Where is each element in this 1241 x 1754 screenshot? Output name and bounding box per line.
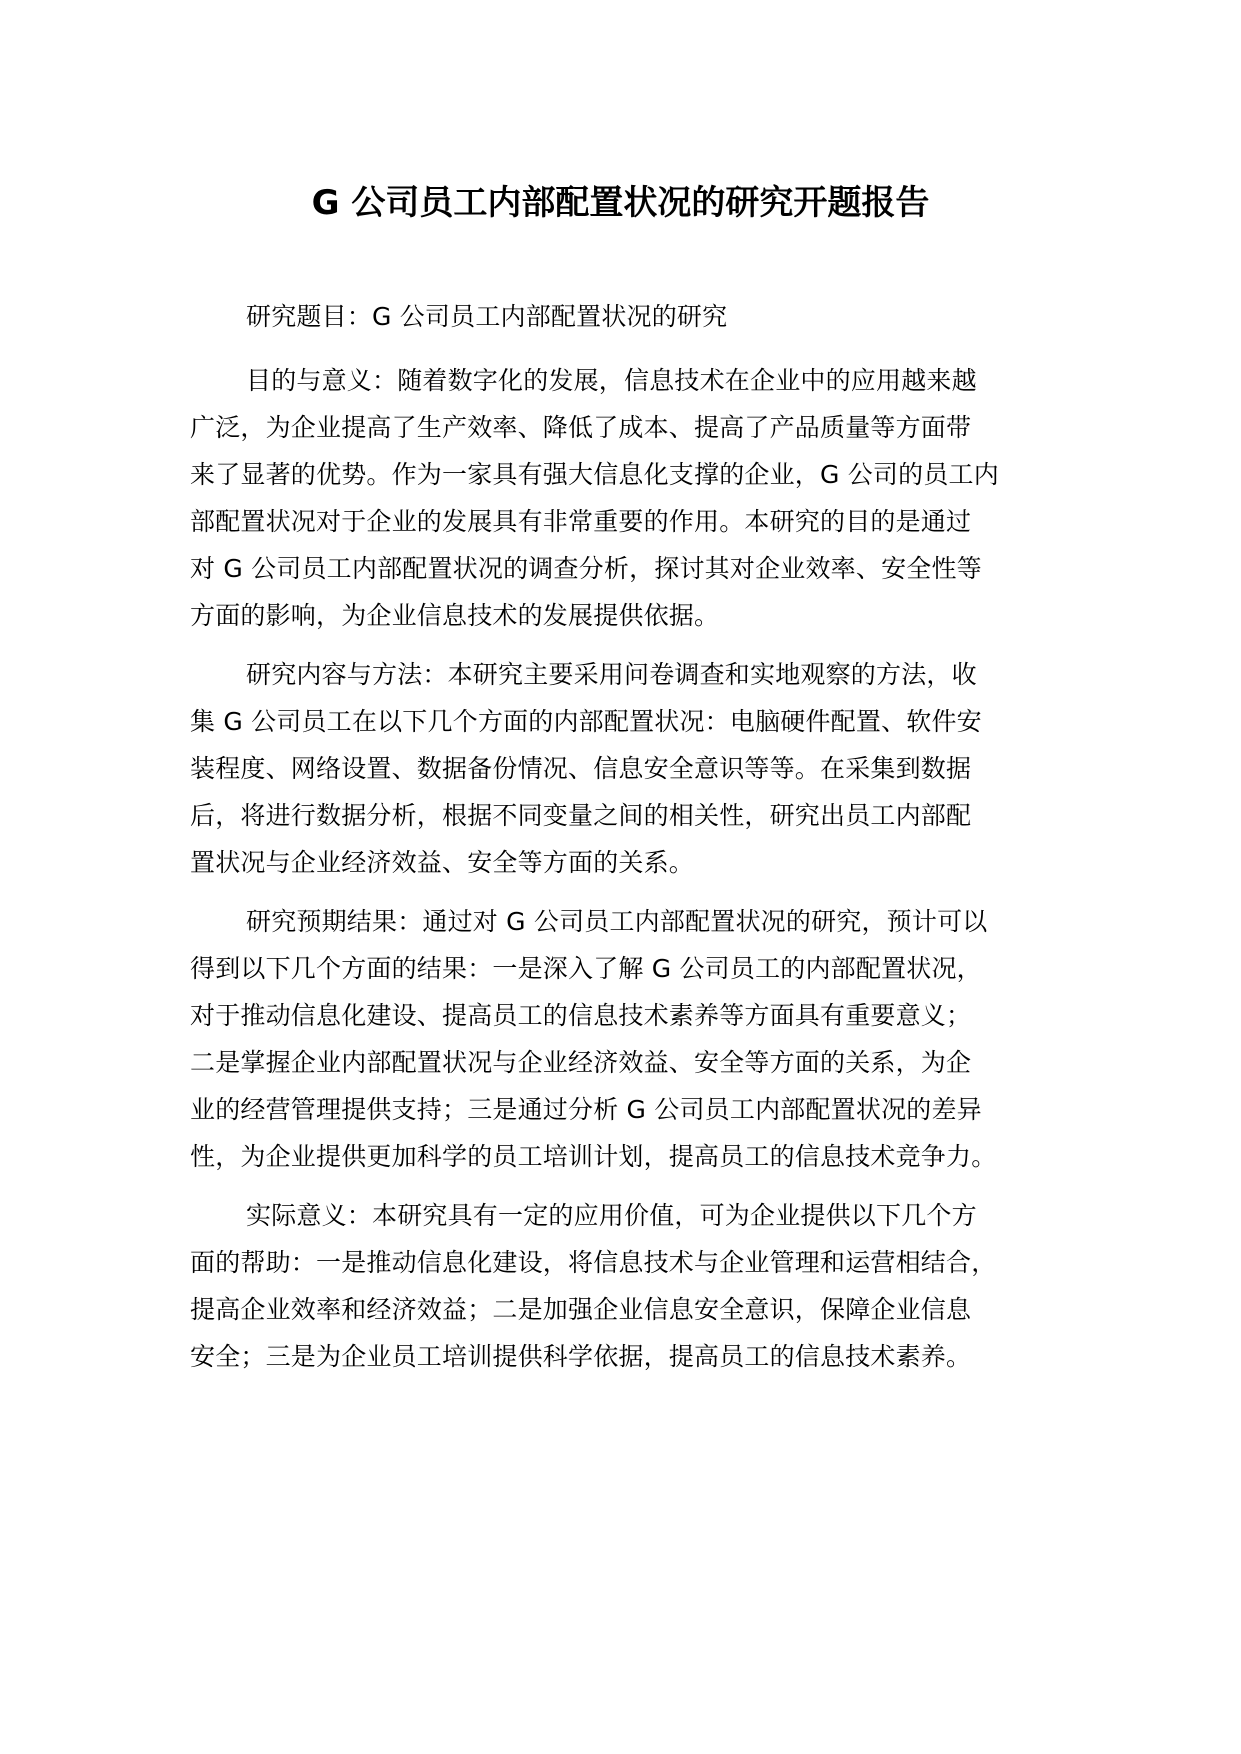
paragraph-practical-significance (190, 1192, 1090, 1380)
paragraph-line: 目的与意义：随着数字化的发展，信息技术在企业中的应用越来越 (246, 366, 977, 395)
paragraph-expected-results (190, 898, 1090, 1180)
document-title: G 公司员工内部配置状况的研究开题报告 (311, 183, 930, 223)
paragraph-line: 研究内容与方法：本研究主要采用问卷调查和实地观察的方法，收 (246, 660, 977, 689)
paragraph-line: 方面的影响，为企业信息技术的发展提供依据。 (190, 601, 720, 630)
paragraph-purpose-significance (190, 357, 1090, 639)
paragraph-line: 研究预期结果：通过对 G 公司员工内部配置状况的研究，预计可以 (246, 907, 988, 936)
paragraph-line: 研究题目：G 公司员工内部配置状况的研究 (246, 302, 728, 331)
paragraph-line: 来了显著的优势。作为一家具有强大信息化支撑的企业，G 公司的员工内 (190, 460, 999, 489)
paragraph-line: 得到以下几个方面的结果：一是深入了解 G 公司员工的内部配置状况， (190, 954, 982, 983)
paragraph-line: 实际意义：本研究具有一定的应用价值，可为企业提供以下几个方 (246, 1201, 977, 1230)
paragraph-line: 后，将进行数据分析，根据不同变量之间的相关性，研究出员工内部配 (190, 801, 972, 830)
paragraph-line: 提高企业效率和经济效益；二是加强企业信息安全意识，保障企业信息 (190, 1295, 972, 1324)
paragraph-line: 性，为企业提供更加科学的员工培训计划，提高员工的信息技术竞争力。 (190, 1142, 997, 1171)
paragraph-line: 部配置状况对于企业的发展具有非常重要的作用。本研究的目的是通过 (190, 507, 972, 536)
paragraph-line: 对于推动信息化建设、提高员工的信息技术素养等方面具有重要意义； (190, 1001, 972, 1030)
paragraph-line: 广泛，为企业提高了生产效率、降低了成本、提高了产品质量等方面带 (190, 413, 972, 442)
paragraph-line: 安全；三是为企业员工培训提供科学依据，提高员工的信息技术素养。 (190, 1342, 972, 1371)
paragraph-content-method (190, 651, 1090, 886)
paragraph-line: 面的帮助：一是推动信息化建设，将信息技术与企业管理和运营相结合， (190, 1248, 997, 1277)
paragraph-line: 业的经营管理提供支持；三是通过分析 G 公司员工内部配置状况的差异 (190, 1095, 982, 1124)
paragraph-line: 置状况与企业经济效益、安全等方面的关系。 (190, 848, 695, 877)
paragraph-line: 装程度、网络设置、数据备份情况、信息安全意识等等。在采集到数据 (190, 754, 972, 783)
paragraph-line: 对 G 公司员工内部配置状况的调查分析，探讨其对企业效率、安全性等 (190, 554, 982, 583)
paragraph-line: 集 G 公司员工在以下几个方面的内部配置状况：电脑硬件配置、软件安 (190, 707, 982, 736)
paragraph-line: 二是掌握企业内部配置状况与企业经济效益、安全等方面的关系，为企 (190, 1048, 972, 1077)
paragraph-research-subject (190, 293, 1090, 340)
